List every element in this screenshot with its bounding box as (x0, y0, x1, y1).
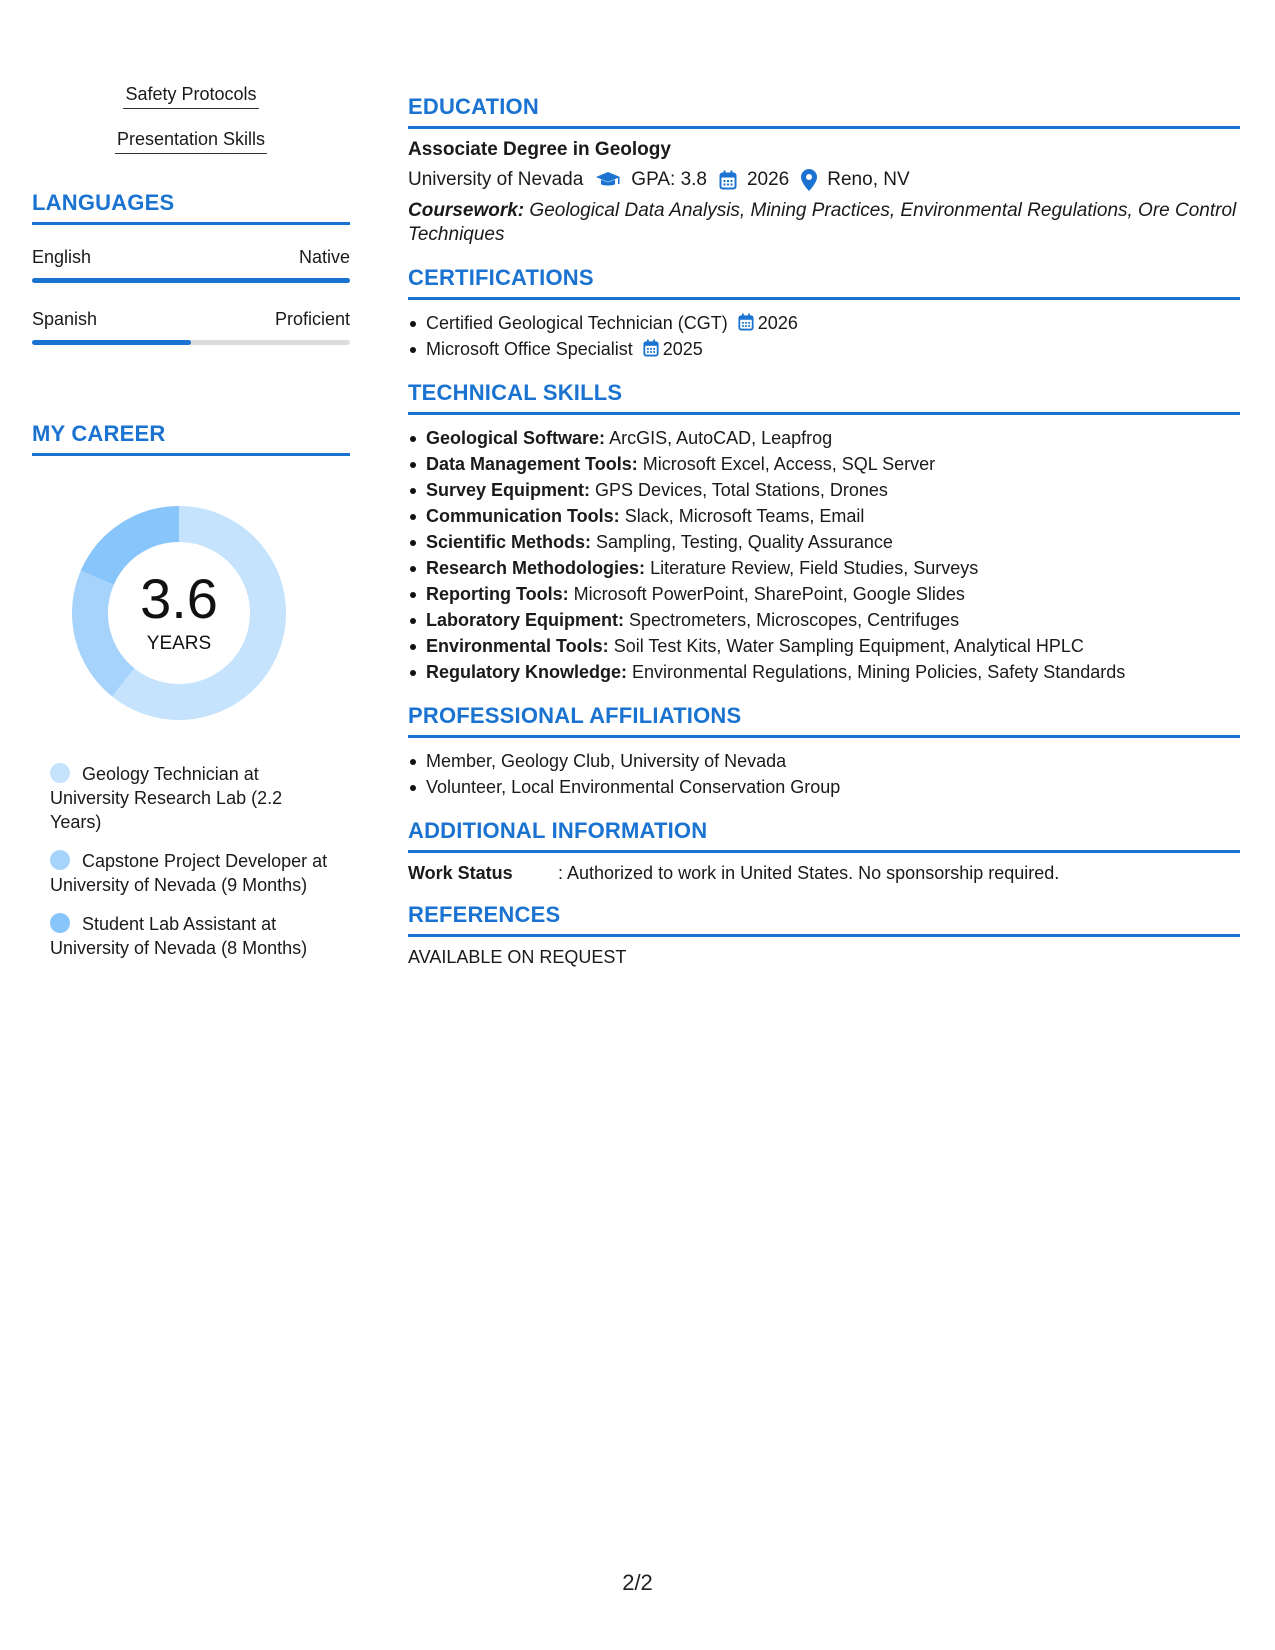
list-item: Member, Geology Club, University of Nevada (408, 748, 1240, 774)
career-unit: YEARS (146, 633, 212, 654)
legend-dot (50, 913, 70, 933)
list-item (408, 555, 1240, 581)
skill-tag: Safety Protocols (32, 84, 350, 109)
list-item (408, 425, 1240, 451)
work-status-value: : Authorized to work in United States. No sponsorship required. (558, 863, 1060, 883)
certifications-title: CERTIFICATIONS (408, 265, 1240, 300)
career-donut (66, 500, 292, 726)
list-item: Microsoft Office Specialist 2025 (408, 336, 1240, 362)
languages-section (32, 190, 350, 345)
left-column (32, 84, 350, 975)
skill-category: Environmental Tools: (426, 636, 609, 656)
language-bar (32, 278, 350, 283)
language-level: Native (298, 247, 350, 267)
graduation-cap-icon (595, 170, 621, 190)
work-status-row (408, 863, 1240, 884)
skill-category: Scientific Methods: (426, 532, 592, 552)
language-row (32, 247, 350, 268)
work-status-label: Work Status (408, 863, 513, 883)
career-legend-label: Geology Technician at University Research Lab (2.2 Years) (50, 764, 283, 832)
technical-skills-section (408, 380, 1240, 685)
graduation-year: 2026 (746, 169, 790, 190)
skill-category: Reporting Tools: (426, 584, 569, 604)
affiliations-list (408, 748, 1240, 800)
language-bar-fill (32, 278, 350, 283)
skill-values: Environmental Regulations, Mining Policies, Safety Standards (632, 662, 1126, 682)
coursework (408, 199, 1240, 247)
skill-values: Microsoft PowerPoint, SharePoint, Google Slides (573, 584, 965, 604)
skill-category: Communication Tools: (426, 506, 620, 526)
language-bar (32, 340, 350, 345)
calendar-icon (643, 339, 659, 357)
additional-info-title: ADDITIONAL INFORMATION (408, 818, 1240, 853)
technical-skills-title: TECHNICAL SKILLS (408, 380, 1240, 415)
skill-values: Sampling, Testing, Quality Assurance (596, 532, 893, 552)
career-legend-item (50, 849, 330, 897)
skill-category: Laboratory Equipment: (426, 610, 625, 630)
coursework-label: Coursework: (408, 200, 525, 221)
languages-title: LANGUAGES (32, 190, 350, 225)
gpa: GPA: 3.8 (631, 169, 707, 190)
career-legend-label: Capstone Project Developer at University of Nevada (9 Months) (50, 851, 328, 895)
affiliations-section (408, 703, 1240, 800)
page-number: 2/2 (622, 1570, 653, 1595)
school-name: University of Nevada (408, 169, 584, 190)
skill-category: Data Management Tools: (426, 454, 638, 474)
education-section (408, 94, 1240, 247)
skill-category: Survey Equipment: (426, 480, 591, 500)
calendar-icon (719, 170, 737, 190)
language-row (32, 309, 350, 330)
list-item: Volunteer, Local Environmental Conservation Group (408, 774, 1240, 800)
career-section (32, 421, 350, 960)
list-item (408, 503, 1240, 529)
career-title: MY CAREER (32, 421, 350, 456)
skill-values: Microsoft Excel, Access, SQL Server (642, 454, 936, 474)
references-text: AVAILABLE ON REQUEST (408, 947, 627, 967)
skill-tag: Presentation Skills (32, 129, 350, 154)
education-meta (408, 169, 1240, 191)
coursework-list: Geological Data Analysis, Mining Practices, Environmental Regulations, Ore Control Techniques (408, 200, 1237, 245)
list-item (408, 633, 1240, 659)
career-legend (32, 762, 350, 960)
list-item (408, 477, 1240, 503)
technical-skills-list (408, 425, 1240, 685)
legend-dot (50, 850, 70, 870)
degree-title: Associate Degree in Geology (408, 139, 671, 160)
calendar-icon (738, 313, 754, 331)
list-item: Certified Geological Technician (CGT) 2026 (408, 310, 1240, 336)
language-level: Proficient (274, 309, 350, 329)
certifications-section (408, 265, 1240, 362)
education-title: EDUCATION (408, 94, 1240, 129)
skill-category: Research Methodologies: (426, 558, 646, 578)
certifications-list (408, 310, 1240, 362)
list-item (408, 581, 1240, 607)
skill-values: Soil Test Kits, Water Sampling Equipment, Analytical HPLC (613, 636, 1084, 656)
career-legend-item (50, 912, 330, 960)
language-name: English (32, 247, 92, 267)
skill-values: Spectrometers, Microscopes, Centrifuges (629, 610, 960, 630)
skill-values: Slack, Microsoft Teams, Email (624, 506, 865, 526)
additional-info-section (408, 818, 1240, 884)
career-total: 3.6 (140, 567, 218, 630)
career-legend-item (50, 762, 330, 834)
legend-dot (50, 763, 70, 783)
references-section (408, 902, 1240, 968)
references-title: REFERENCES (408, 902, 1240, 937)
skill-category: Geological Software: (426, 428, 606, 448)
language-bar-fill (32, 340, 191, 345)
skill-values: ArcGIS, AutoCAD, Leapfrog (609, 428, 833, 448)
skill-values: Literature Review, Field Studies, Surveys (650, 558, 979, 578)
career-legend-label: Student Lab Assistant at University of Nevada (8 Months) (50, 914, 308, 958)
list-item (408, 451, 1240, 477)
skill-category: Regulatory Knowledge: (426, 662, 628, 682)
list-item (408, 529, 1240, 555)
skill-values: GPS Devices, Total Stations, Drones (595, 480, 888, 500)
location-pin-icon (801, 169, 817, 191)
location: Reno, NV (827, 169, 910, 190)
language-name: Spanish (32, 309, 98, 329)
right-column (408, 94, 1240, 986)
list-item (408, 607, 1240, 633)
list-item (408, 659, 1240, 685)
affiliations-title: PROFESSIONAL AFFILIATIONS (408, 703, 1240, 738)
